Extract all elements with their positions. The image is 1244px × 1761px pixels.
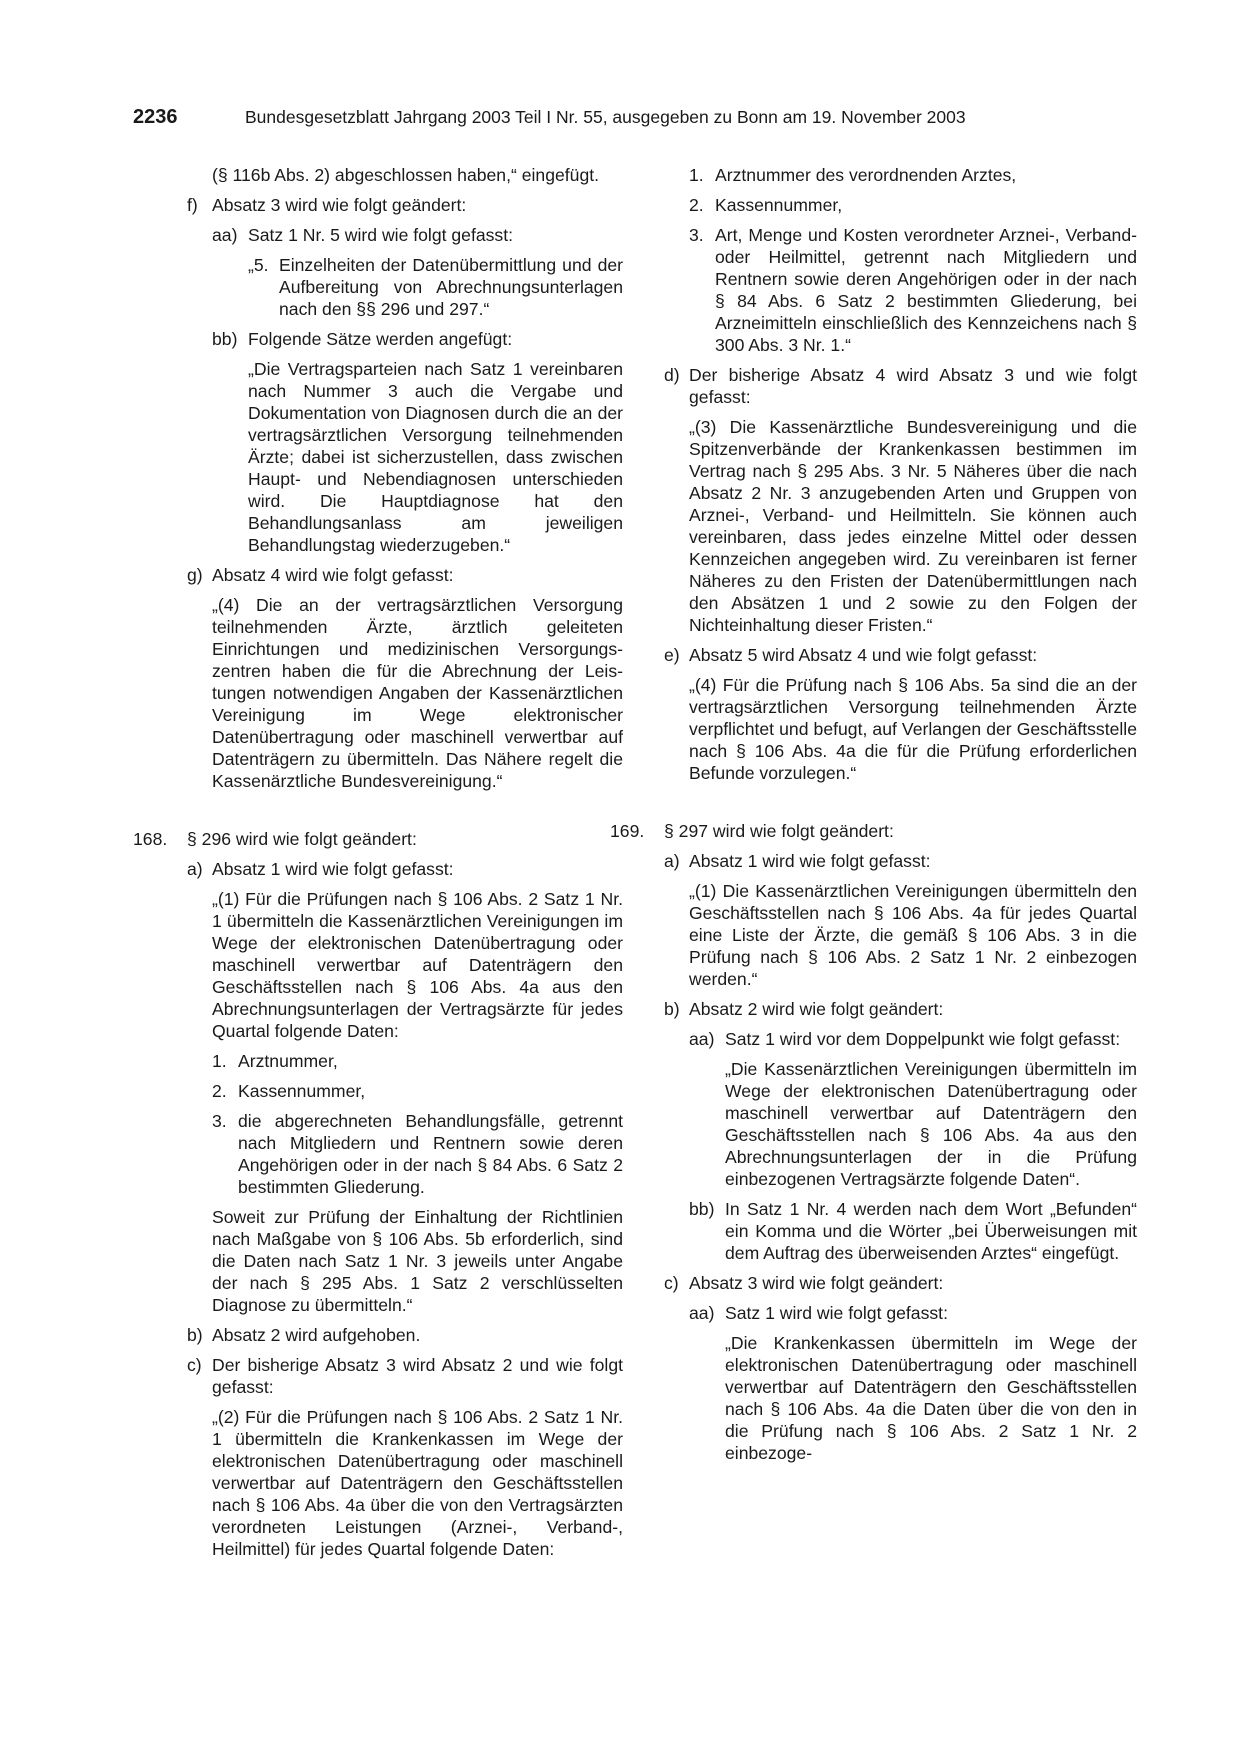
item-f-aa (133, 224, 623, 246)
list-item (647, 194, 1137, 216)
list-number: 1. (212, 1051, 227, 1071)
list-text: Art, Menge und Kosten verordneter Arznei-, Verband- oder Heilmittel, getrennt nach Mitgliedern und Rentnern sowie deren Angehörigen oder in der nach § 84 Abs. 6 Satz 2 bestimmten Gliederung, bei Arzneimitteln einschließlich des Kennzeichens nach § 300 Abs. 3 Nr. 1.“ (715, 225, 1137, 355)
quote-e: „(4) Für die Prüfung nach § 106 Abs. 5a sind die an der vertragsärztlichen Versorgung teilnehmenden Ärzte verpflichtet und befugt, auf Verlangen der Geschäftsstelle nach § 106 Abs. 4a die für die Prüfung erforderlichen Befunde vorzulegen.“ (689, 675, 1137, 783)
list-item (133, 1110, 623, 1198)
item-text: Satz 1 wird wie folgt gefasst: (725, 1303, 948, 1323)
item-text: § 297 wird wie folgt geändert: (664, 821, 894, 841)
item-text: Absatz 3 wird wie folgt geändert: (689, 1273, 944, 1293)
quote-169-a: „(1) Die Kassenärztlichen Vereinigungen übermitteln den Geschäftsstellen nach § 106 Abs. 4a für jedes Quartal eine Liste der Ärzte, die gemäß § 106 Abs. 3 in die Prüfung nach § 106 Abs. 2 Satz 1 Nr. 2 einbezogen werden.“ (689, 881, 1137, 989)
list-text: Kassennummer, (715, 195, 843, 215)
item-label: bb) (689, 1199, 715, 1219)
item-text: Absatz 5 wird Absatz 4 und wie folgt gefasst: (689, 645, 1038, 665)
quote-169-c-aa: „Die Krankenkassen übermitteln im Wege der elektronischen Datenübertragung oder maschinell verwertbar auf Datenträgern den Geschäftsstellen nach § 106 Abs. 4a die Daten über die von den in die Prüfung nach § 106 Abs. 2 Satz 1 Nr. 2 einbezoge- (725, 1333, 1137, 1463)
item-text: In Satz 1 Nr. 4 werden nach dem Wort „Befunden“ ein Komma und die Wörter „bei Überweisungen mit dem Auftrag des überweisenden Arztes“ eingefügt. (725, 1199, 1137, 1263)
tail-168-a: Soweit zur Prüfung der Einhaltung der Richtlinien nach Maßgabe von § 106 Abs. 5b erforderlich, sind die Daten nach Satz 1 Nr. 3 jeweils unter Angabe der nach § 295 Abs. 1 Satz 2 verschlüsselten Diagnose zu übermitteln.“ (212, 1207, 623, 1315)
quote-169-b-aa: „Die Kassenärztlichen Vereinigungen übermitteln im Wege der elektronischen Datenübertragung oder maschinell verwertbar auf Datenträgern den Geschäftsstellen nach § 106 Abs. 4a aus den Abrechnungsunterlagen der in die Prüfung einbezogenen Vertragsärzte folgende Daten“. (725, 1059, 1137, 1189)
item-label: c) (664, 1273, 679, 1293)
item-168-c (133, 1354, 623, 1398)
item-169-b (647, 998, 1137, 1020)
item-f-bb (133, 328, 623, 350)
item-label: aa) (689, 1303, 715, 1323)
continuation-text: (§ 116b Abs. 2) abgeschlossen haben,“ eingefügt. (212, 165, 600, 185)
item-e (647, 644, 1137, 666)
item-number: 169. (610, 821, 645, 841)
right-column (610, 164, 1137, 1472)
page-number: 2236 (133, 106, 178, 128)
quote-f-bb: „Die Vertragsparteien nach Satz 1 vereinbaren nach Nummer 3 auch die Vergabe und Dokumentation von Diagnosen durch die an der vertragsärztlichen Versorgung teilnehmenden Ärzte; dabei ist sicherzustellen, dass zwischen Haupt- und Nebendiagnosen unterschieden wird. Die Hauptdiagnose hat den Behandlungsanlass am jeweiligen Behandlungstag wiederzugeben.“ (248, 359, 623, 555)
item-text: Folgende Sätze werden angefügt: (248, 329, 513, 349)
list-number: 3. (212, 1111, 227, 1131)
item-text: Satz 1 Nr. 5 wird wie folgt gefasst: (248, 225, 513, 245)
list-text: die abgerechneten Behandlungsfälle, getrennt nach Mitgliedern und Rentnern sowie deren Angehörigen oder in der nach § 84 Abs. 6 Satz 2 bestimmten Gliederung. (238, 1111, 623, 1197)
list-text: Kassennummer, (238, 1081, 366, 1101)
item-f (133, 194, 623, 216)
item-169-c-aa (647, 1302, 1137, 1324)
item-label: bb) (212, 329, 238, 349)
gazette-title: Bundesgesetzblatt Jahrgang 2003 Teil I Nr. 55, ausgegeben zu Bonn am 19. November 2003 (245, 107, 966, 127)
list-item (647, 224, 1137, 356)
item-text: Absatz 2 wird aufgehoben. (212, 1325, 421, 1345)
item-text: Absatz 1 wird wie folgt gefasst: (212, 859, 454, 879)
list-number: 1. (689, 165, 704, 185)
item-text: Der bisherige Absatz 3 wird Absatz 2 und wie folgt gefasst: (212, 1355, 623, 1397)
item-label: b) (187, 1325, 203, 1345)
list-text: Arztnummer des verordnenden Arztes, (715, 165, 1017, 185)
quote-168-a: „(1) Für die Prüfungen nach § 106 Abs. 2 Satz 1 Nr. 1 übermitteln die Kassenärztlichen Vereinigungen im Wege der elektronischen Datenübertragung oder maschinell verwertbar auf Datenträgern den Geschäftsstellen nach § 106 Abs. 4a aus den Abrechnungsunterlagen der Vertragsärzte für jedes Quartal folgende Daten: (212, 889, 623, 1041)
item-text: § 296 wird wie folgt geändert: (187, 829, 417, 849)
item-label: b) (664, 999, 680, 1019)
list-number: 2. (689, 195, 704, 215)
item-169-b-bb (647, 1198, 1137, 1264)
item-label: „5. (248, 255, 269, 275)
item-label: g) (187, 565, 203, 585)
left-column (133, 164, 623, 1568)
list-number: 2. (212, 1081, 227, 1101)
item-label: e) (664, 645, 680, 665)
item-169-a (647, 850, 1137, 872)
item-label: f) (187, 195, 198, 215)
item-text: Der bisherige Absatz 4 wird Absatz 3 und wie folgt gefasst: (689, 365, 1137, 407)
item-168-a (133, 858, 623, 880)
item-label: aa) (689, 1029, 715, 1049)
quote-f-aa (133, 254, 623, 320)
item-169-c (647, 1272, 1137, 1294)
list-item (647, 164, 1137, 186)
item-d (647, 364, 1137, 408)
quote-d: „(3) Die Kassenärztliche Bundesvereinigung und die Spitzenverbände der Krankenkassen bestimmen im Vertrag nach § 295 Abs. 3 Nr. 5 Näheres über die nach Absatz 2 Nr. 3 anzugebenden Arten und Gruppen von Arznei-, Verband- und Heilmitteln. Sie können auch vereinbaren, dass jedes einzelne Mittel oder dessen Kennzeichen angegeben wird. Zu vereinbaren ist ferner Näheres zu den Fristen der Datenübermittlungen nach den Absätzen 1 und 2 sowie zu den Folgen der Nichteinhaltung dieser Fristen.“ (689, 417, 1137, 635)
item-text: Absatz 1 wird wie folgt gefasst: (689, 851, 931, 871)
item-text: Absatz 2 wird wie folgt geändert: (689, 999, 944, 1019)
item-label: d) (664, 365, 680, 385)
item-168 (133, 828, 623, 850)
item-number: 168. (133, 829, 168, 849)
quote-text: Einzelheiten der Datenübermittlung und der Aufbereitung von Abrechnungsunterlagen nach den §§ 296 und 297.“ (279, 255, 623, 319)
item-text: Absatz 3 wird wie folgt geändert: (212, 195, 467, 215)
list-item (133, 1050, 623, 1072)
item-g (133, 564, 623, 586)
item-text: Absatz 4 wird wie folgt gefasst: (212, 565, 454, 585)
list-item (133, 1080, 623, 1102)
item-169 (610, 820, 1137, 842)
item-label: aa) (212, 225, 238, 245)
list-number: 3. (689, 225, 704, 245)
list-text: Arztnummer, (238, 1051, 338, 1071)
item-label: a) (664, 851, 680, 871)
item-label: a) (187, 859, 203, 879)
item-168-b (133, 1324, 623, 1346)
item-label: c) (187, 1355, 202, 1375)
item-text: Satz 1 wird vor dem Doppelpunkt wie folgt gefasst: (725, 1029, 1121, 1049)
quote-168-c: „(2) Für die Prüfungen nach § 106 Abs. 2 Satz 1 Nr. 1 übermitteln die Krankenkassen im Wege der elektronischen Datenübertragung oder maschinell verwertbar auf Datenträgern den Geschäftsstellen nach § 106 Abs. 4a über die von den Vertragsärzten verordneten Leistungen (Arznei-, Verband-, Heilmittel) für jedes Quartal folgende Daten: (212, 1407, 623, 1559)
item-169-b-aa (647, 1028, 1137, 1050)
quote-g: „(4) Die an der vertragsärztlichen Versorgung teilnehmenden Ärzte, ärztlich geleiteten Einrichtungen und medizinischen Versorgungszentren haben die für die Abrechnung der Leistungen notwendigen Angaben der Kassenärztlichen Vereinigung im Wege elektronischer Datenübertragung oder maschinell verwertbar auf Datenträgern zu übermitteln. Das Nähere regelt die Kassenärztliche Bundesvereinigung.“ (212, 595, 623, 791)
